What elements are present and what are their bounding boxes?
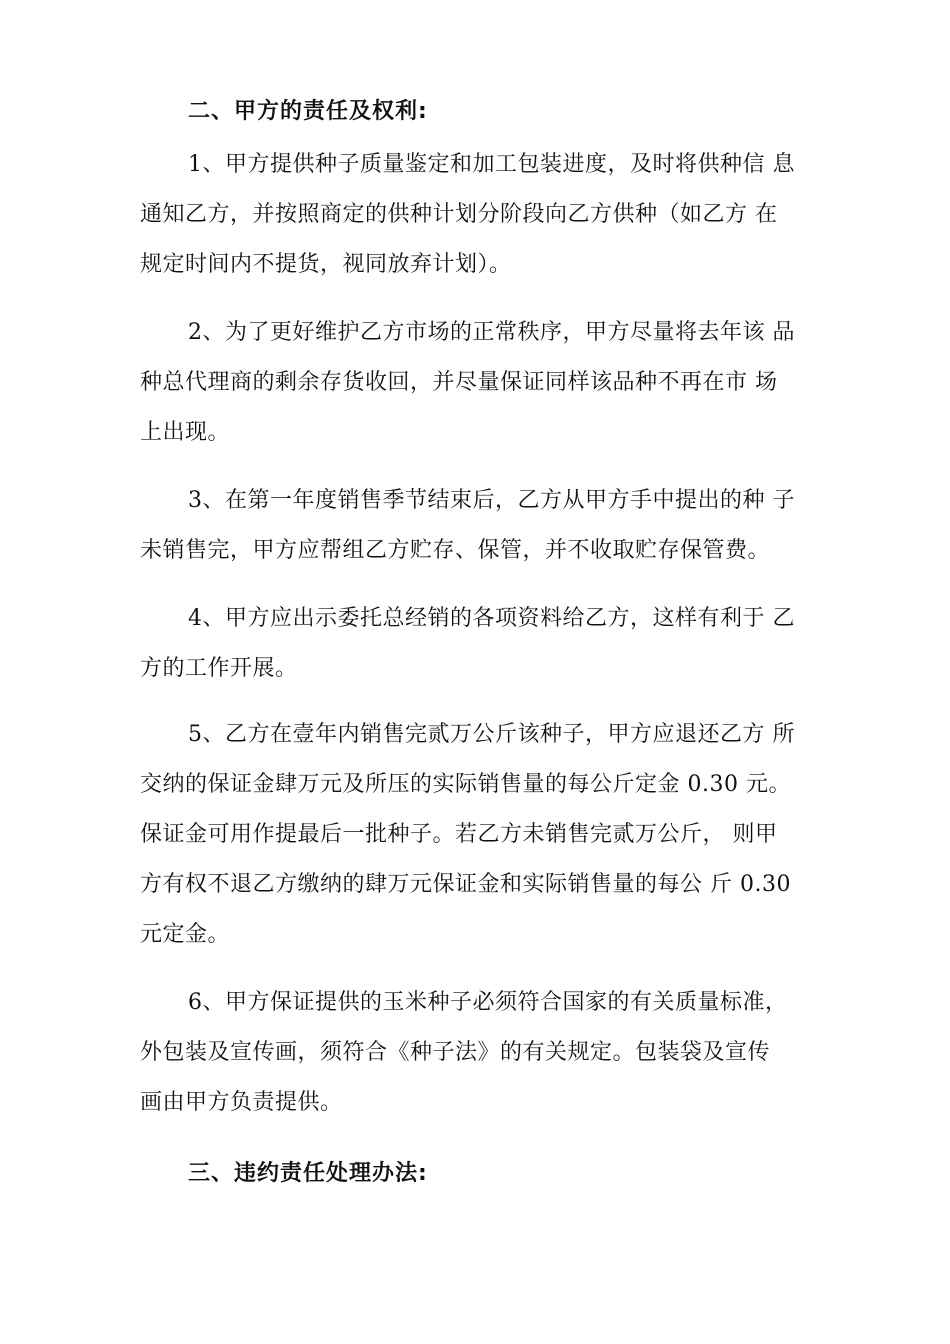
paragraph-6-line-1: 6、甲方保证提供的玉米种子必须符合国家的有关质量标准， <box>188 990 788 1015</box>
paragraph-1-line-1: 1、甲方提供种子质量鉴定和加工包装进度，及时将供种信 息 <box>188 152 795 177</box>
paragraph-4-line-2: 方的工作开展。 <box>140 656 298 681</box>
paragraph-3-line-1: 3、在第一年度销售季节结束后，乙方从甲方手中提出的种 子 <box>188 488 795 513</box>
paragraph-5-line-1: 5、乙方在壹年内销售完贰万公斤该种子，甲方应退还乙方 所 <box>188 722 795 747</box>
paragraph-2-line-3: 上出现。 <box>140 420 231 445</box>
paragraph-6-line-3: 画由甲方负责提供。 <box>140 1090 343 1115</box>
paragraph-5-line-3: 保证金可用作提最后一批种子。若乙方未销售完贰万公斤， 则甲 <box>140 822 778 847</box>
paragraph-1-line-3: 规定时间内不提货，视同放弃计划）。 <box>140 252 512 277</box>
paragraph-5-line-4: 方有权不退乙方缴纳的肆万元保证金和实际销售量的每公 斤 0.30 <box>140 872 791 897</box>
paragraph-3-line-2: 未销售完，甲方应帮组乙方贮存、保管，并不收取贮存保管费。 <box>140 538 771 563</box>
paragraph-2-line-2: 种总代理商的剩余存货收回，并尽量保证同样该品种不再在市 场 <box>140 370 778 395</box>
paragraph-1-line-2: 通知乙方，并按照商定的供种计划分阶段向乙方供种（如乙方 在 <box>140 202 778 227</box>
section-heading-3: 三、违约责任处理办法: <box>188 1161 428 1186</box>
paragraph-4-line-1: 4、甲方应出示委托总经销的各项资料给乙方，这样有利于 乙 <box>188 606 795 631</box>
paragraph-6-line-2: 外包装及宣传画，须符合《种子法》的有关规定。包装袋及宣传 <box>140 1040 771 1065</box>
section-heading-2: 二、甲方的责任及权利: <box>188 99 428 124</box>
paragraph-2-line-1: 2、为了更好维护乙方市场的正常秩序，甲方尽量将去年该 品 <box>188 320 795 345</box>
paragraph-5-line-5: 元定金。 <box>140 922 231 947</box>
paragraph-5-line-2: 交纳的保证金肆万元及所压的实际销售量的每公斤定金 0.30 元。 <box>140 772 791 797</box>
